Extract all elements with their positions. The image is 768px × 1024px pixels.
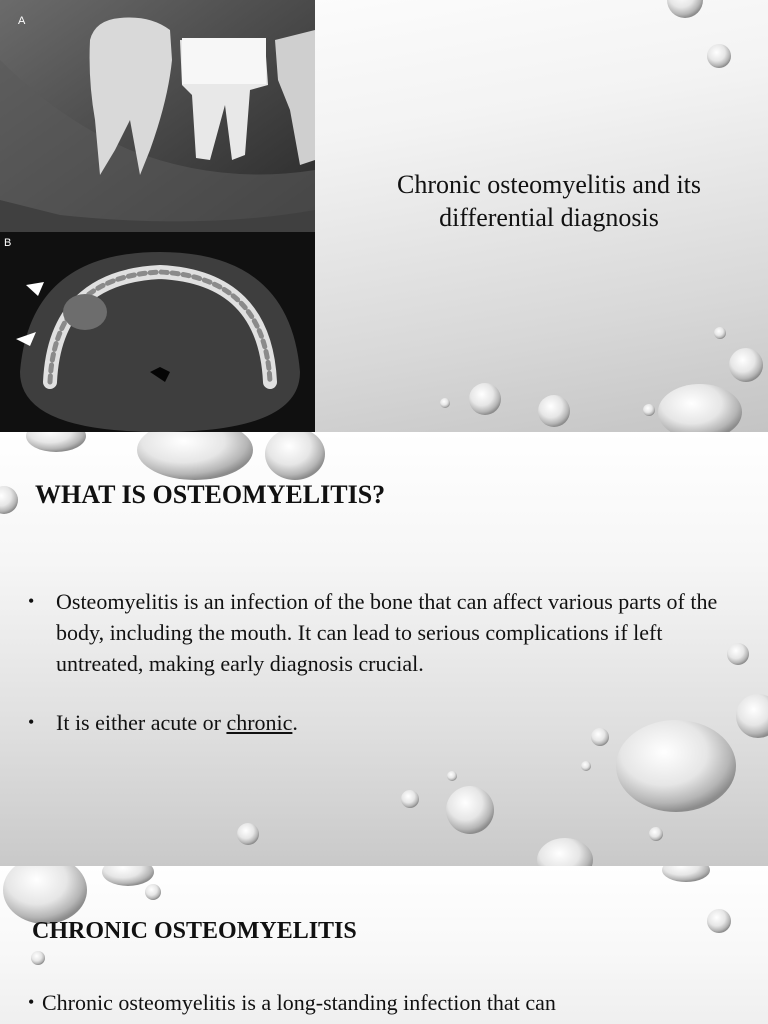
image-label-b: B [4,237,12,249]
list-item [28,586,728,679]
slide-3 [0,866,768,1024]
slide-heading: CHRONIC OSTEOMYELITIS [32,918,357,944]
bullet-icon: • [28,992,35,1012]
slide-heading: WHAT IS OSTEOMYELITIS? [35,480,386,509]
slide-2 [0,432,768,866]
slide-1 [0,0,768,432]
bullet-list [28,586,728,766]
bullet-text: Chronic osteomyelitis is a long-standing infection that can [42,990,556,1015]
list-item [28,707,728,738]
bullet-icon: • [28,591,35,611]
list-item [28,987,748,1018]
chronic-link[interactable]: chronic [226,710,293,735]
bullet-text-suffix: . [292,710,298,735]
image-label-a: A [18,15,26,27]
bullet-list [28,987,748,1018]
bullet-icon: • [28,712,35,732]
ct-scan-image [0,232,315,432]
slide-title: Chronic osteomyelitis and its differential diagnosis [396,170,702,232]
bullet-text: Osteomyelitis is an infection of the bone that can affect various parts of the body, including the mouth. It can lead to serious complications if left untreated, making early diagnosis crucial. [56,589,718,676]
bullet-text-prefix: It is either acute or [56,710,227,735]
dental-xray-image [0,0,315,232]
